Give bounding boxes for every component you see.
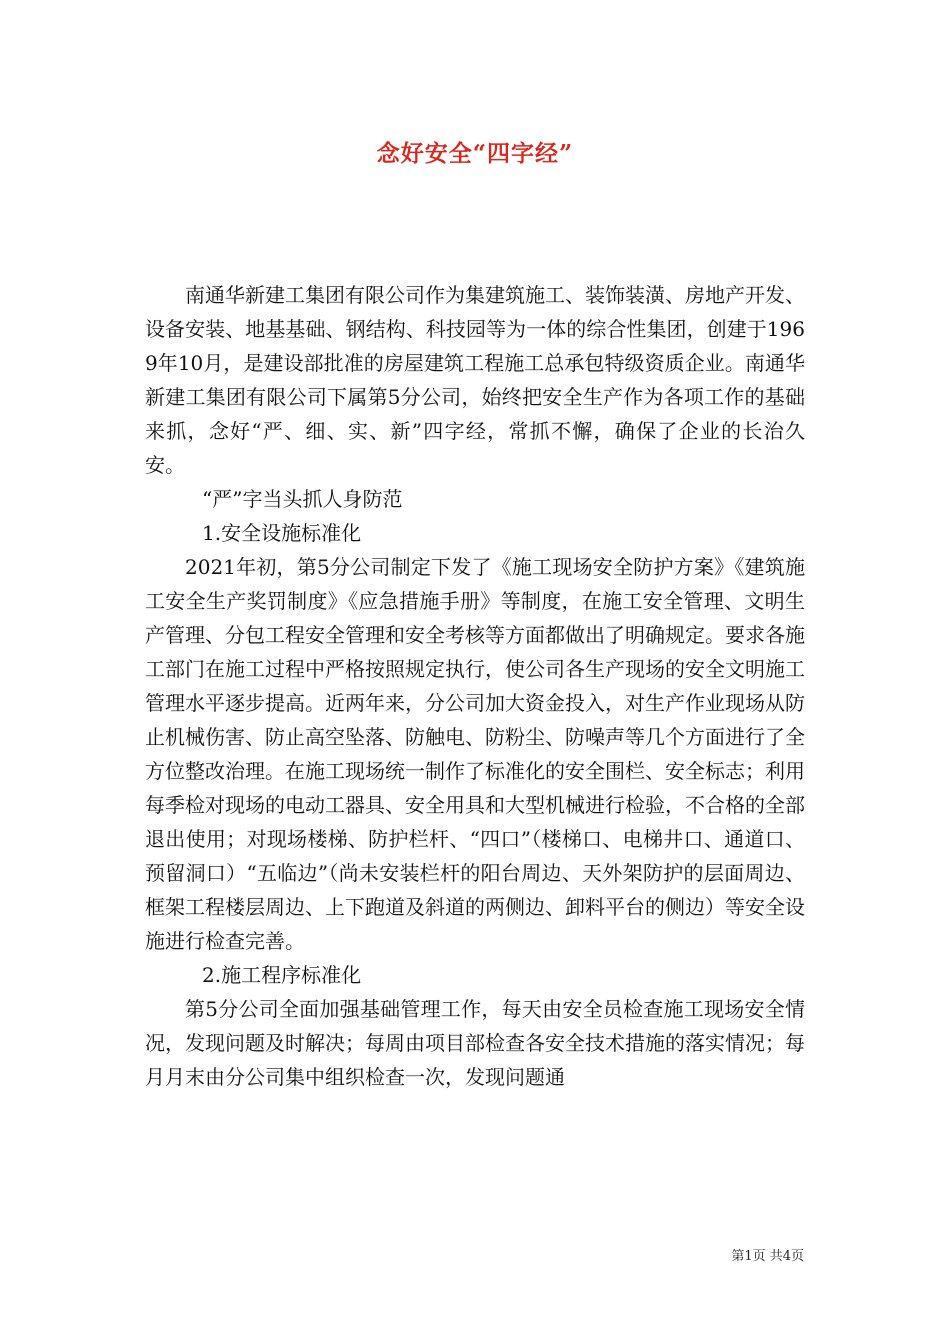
section-heading-strict: “严”字当头抓人身防范 [202, 487, 403, 511]
construction-procedure-paragraph: 第5分公司全面加强基础管理工作，每天由安全员检查施工现场安全情况，发现问题及时解决；每周由项目部检查各安全技术措施的落实情况；每月月末由分公司集中组织检查一次，发现问题通 [145, 997, 805, 1089]
page-number: 第1页 共4页 [731, 1249, 804, 1264]
subheading-safety-facilities: 1.安全设施标准化 [202, 521, 362, 545]
document-title: 念好安全“四字经” [376, 140, 574, 167]
intro-paragraph: 南通华新建工集团有限公司作为集建筑施工、装饰装潢、房地产开发、设备安装、地基基础、钢结构、科技园等为一体的综合性集团，创建于1969年10月，是建设部批准的房屋建筑工程施工总承包特级资质企业。南通华新建工集团有限公司下属第5分公司，始终把安全生产作为各项工作的基础来抓，念好“严、细、实、新”四字经，常抓不懈，确保了企业的长治久安。 [145, 283, 805, 477]
document-body [145, 278, 805, 1094]
subheading-construction-procedure: 2.施工程序标准化 [202, 963, 362, 987]
safety-facilities-paragraph: 2021年初，第5分公司制定下发了《施工现场安全防护方案》《建筑施工安全生产奖罚制度》《应急措施手册》等制度，在施工安全管理、文明生产管理、分包工程安全管理和安全考核等方面都做出了明确规定。要求各施工部门在施工过程中严格按照规定执行，使公司各生产现场的安全文明施工管理水平逐步提高。近两年来，分公司加大资金投入，对生产作业现场从防止机械伤害、防止高空坠落、防触电、防粉尘、防噪声等几个方面进行了全方位整改治理。在施工现场统一制作了标准化的安全围栏、安全标志；利用每季检对现场的电动工器具、安全用具和大型机械进行检验，不合格的全部退出使用；对现场楼梯、防护栏杆、“四口”（楼梯口、电梯井口、通道口、预留洞口）“五临边”（尚未安装栏杆的阳台周边、天外架防护的层面周边、框架工程楼层周边、上下跑道及斜道的两侧边、卸料平台的侧边）等安全设施进行检查完善。 [145, 555, 805, 953]
